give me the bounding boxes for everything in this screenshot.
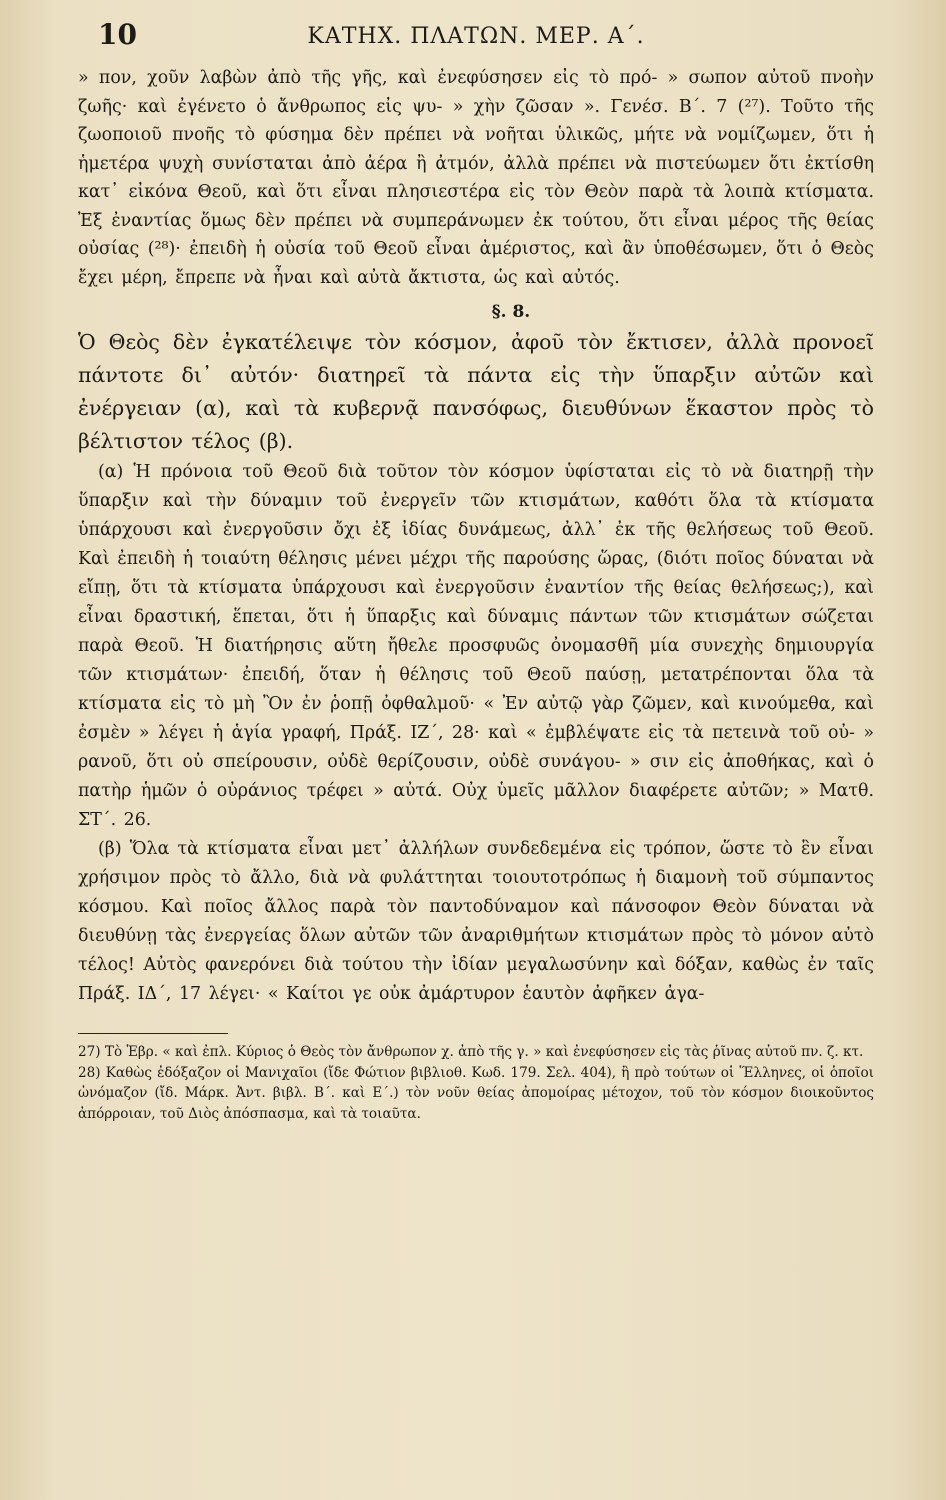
page-number: 10 — [98, 18, 137, 51]
note-a-paragraph: (α) Ἡ πρόνοια τοῦ Θεοῦ διὰ τοῦτον τὸν κόσμον ὑφίσταται εἰς τὸ νὰ διατηρῇ τὴν ὕπαρξιν καὶ τὴν δύναμιν τοῦ ἐνεργεῖν τῶν κτισμάτων, καθότι ὅλα τὰ κτίσματα ὑπάρχουσι καὶ ἐνεργοῦσιν ὄχι ἐξ ἰδίας δυνάμεως, ἀλλ᾽ ἐκ τῆς θελήσεως τοῦ Θεοῦ. Καὶ ἐπειδὴ ἡ τοιαύτη θέλησις μένει μέχρι τῆς παρούσης ὥρας, (διότι ποῖος δύναται νὰ εἴπῃ, ὅτι τὰ κτίσματα ὑπάρχουσι καὶ ἐνεργοῦσιν ἐναντίον τῆς θείας θελήσεως;), καὶ εἶναι δραστική, ἕπεται, ὅτι ἡ ὕπαρξις καὶ δύναμις πάντων τῶν κτισμάτων σώζεται παρὰ Θεοῦ. Ἡ διατήρησις αὕτη ἤθελε προσφυῶς ὀνομασθῆ μία συνεχὴς δημιουργία τῶν κτισμάτων· ἐπειδή, ὅταν ἡ θέλησις τοῦ Θεοῦ παύσῃ, μετατρέπονται ὅλα τὰ κτίσματα εἰς τὸ μὴ Ὂν ἐν ῥοπῇ ὀφθαλμοῦ· « Ἐν αὐτῷ γὰρ ζῶμεν, καὶ κινούμεθα, καὶ ἐσμὲν » λέγει ἡ ἁγία γραφή, Πράξ. ΙΖ΄, 28· καὶ « ἐμβλέψατε εἰς τὰ πετεινὰ τοῦ οὐ- » ρανοῦ, ὅτι οὐ σπείρουσιν, οὐδὲ θερίζουσιν, οὐδὲ συνάγου- » σιν εἰς ἀποθήκας, καὶ ὁ πατὴρ ἡμῶν ὁ οὐράνιος τρέφει » αὐτά. Οὐχ ὑμεῖς μᾶλλον διαφέρετε αὐτῶν; » Ματθ. ΣΤ΄. 26. — [78, 462, 874, 830]
section-mark: §. 8. — [491, 302, 531, 322]
footnotes — [78, 1042, 874, 1124]
page-header — [78, 14, 874, 58]
top-paragraph: » πον, χοῦν λαβὼν ἀπὸ τῆς γῆς, καὶ ἐνεφύσησεν εἰς τὸ πρό- » σωπον αὐτοῦ πνοὴν ζωῆς· καὶ ἐγένετο ὁ ἄνθρωπος εἰς ψυ- » χὴν ζῶσαν ». Γενέσ. Β΄. 7 (²⁷). Τοῦτο τῆς ζωοποιοῦ πνοῆς τὸ φύσημα δὲν πρέπει νὰ νοῆται ὑλικῶς, μήτε νὰ νομίζωμεν, ὅτι ἡ ἡμετέρα ψυχὴ συνίσταται ἀπὸ ἀέρα ἢ ἀτμόν, ἀλλὰ πρέπει νὰ πιστεύωμεν ὅτι ἐκτίσθη κατ᾽ εἰκόνα Θεοῦ, καὶ ὅτι εἶναι πλησιεστέρα εἰς τὸν Θεὸν παρὰ τὰ λοιπὰ κτίσματα. Ἐξ ἐναντίας ὅμως δὲν πρέπει νὰ συμπεράνωμεν ἐκ τούτου, ὅτι εἶναι μέρος τῆς θείας οὐσίας (²⁸)· ἐπειδὴ ἡ οὐσία τοῦ Θεοῦ εἶναι ἀμέριστος, καὶ ἂν ὑποθέσωμεν, ὅτι ὁ Θεὸς ἔχει μέρη, ἔπρεπε νὰ ἦναι καὶ αὐτὰ ἄκτιστα, ὡς καὶ αὐτός. — [78, 68, 874, 288]
footnote-rule — [78, 1033, 228, 1034]
running-head: ΚΑΤΗΧ. ΠΛΑΤΩΝ. ΜΕΡ. Α΄. — [307, 24, 645, 49]
footnote-27: 27) Τὸ Ἑβρ. « καὶ ἐπλ. Κύριος ὁ Θεὸς τὸν ἄνθρωπον χ. ἀπὸ τῆς γ. » καὶ ἐνεφύσησεν εἰς τὰς ῥῖνας αὐτοῦ πν. ζ. κτ. — [78, 1044, 864, 1060]
footnote-28: 28) Καθὼς ἐδόξαζον οἱ Μανιχαῖοι (ἴδε Φώτιον βιβλιοθ. Κωδ. 179. Σελ. 404), ἢ πρὸ τούτων οἱ Ἕλληνες, οἱ ὁποῖοι ὠνόμαζον (ἴδ. Μάρκ. Ἀντ. βιβλ. Β΄. καὶ Ε΄.) τὸν νοῦν θείας ἀπομοίρας μέτοχον, τοῦ τὸν κόσμον διοικοῦντος ἀπόρροιαν, τοῦ Διὸς ἀπόσπασμα, καὶ τὰ τοιαῦτα. — [78, 1064, 874, 1122]
section-thesis: Ὁ Θεὸς δὲν ἐγκατέλειψε τὸν κόσμον, ἀφοῦ τὸν ἔκτισεν, ἀλλὰ προνοεῖ πάντοτε δι᾽ αὐτόν· διατηρεῖ τὰ πάντα εἰς τὴν ὕπαρξιν αὐτῶν καὶ ἐνέργειαν (α), καὶ τὰ κυβερνᾷ πανσόφως, διευθύνων ἕκαστον πρὸς τὸ βέλτιστον τέλος (β). — [78, 330, 874, 453]
note-b-paragraph: (β) Ὅλα τὰ κτίσματα εἶναι μετ᾽ ἀλλήλων συνδεδεμένα εἰς τρόπον, ὥστε τὸ ἓν εἶναι χρήσιμον πρὸς τὸ ἄλλο, διὰ νὰ φυλάττηται τοιουτοτρόπως ἡ διαμονὴ τοῦ σύμπαντος κόσμου. Καὶ ποῖος ἄλλος παρὰ τὸν παντοδύναμον καὶ πάνσοφον Θεὸν δύναται νὰ διευθύνῃ τὰς ἐνεργείας ὅλων αὐτῶν τῶν ἀναριθμήτων κτισμάτων πρὸς τὸ μόνον αὐτὸ τέλος! Αὐτὸς φανερόνει διὰ τούτου τὴν ἰδίαν μεγαλωσύνην καὶ δόξαν, καθὼς ἐν ταῖς Πράξ. ΙΔ΄, 17 λέγει· « Καίτοι γε οὐκ ἀμάρτυρον ἑαυτὸν ἀφῆκεν ἀγα- — [78, 839, 874, 1004]
